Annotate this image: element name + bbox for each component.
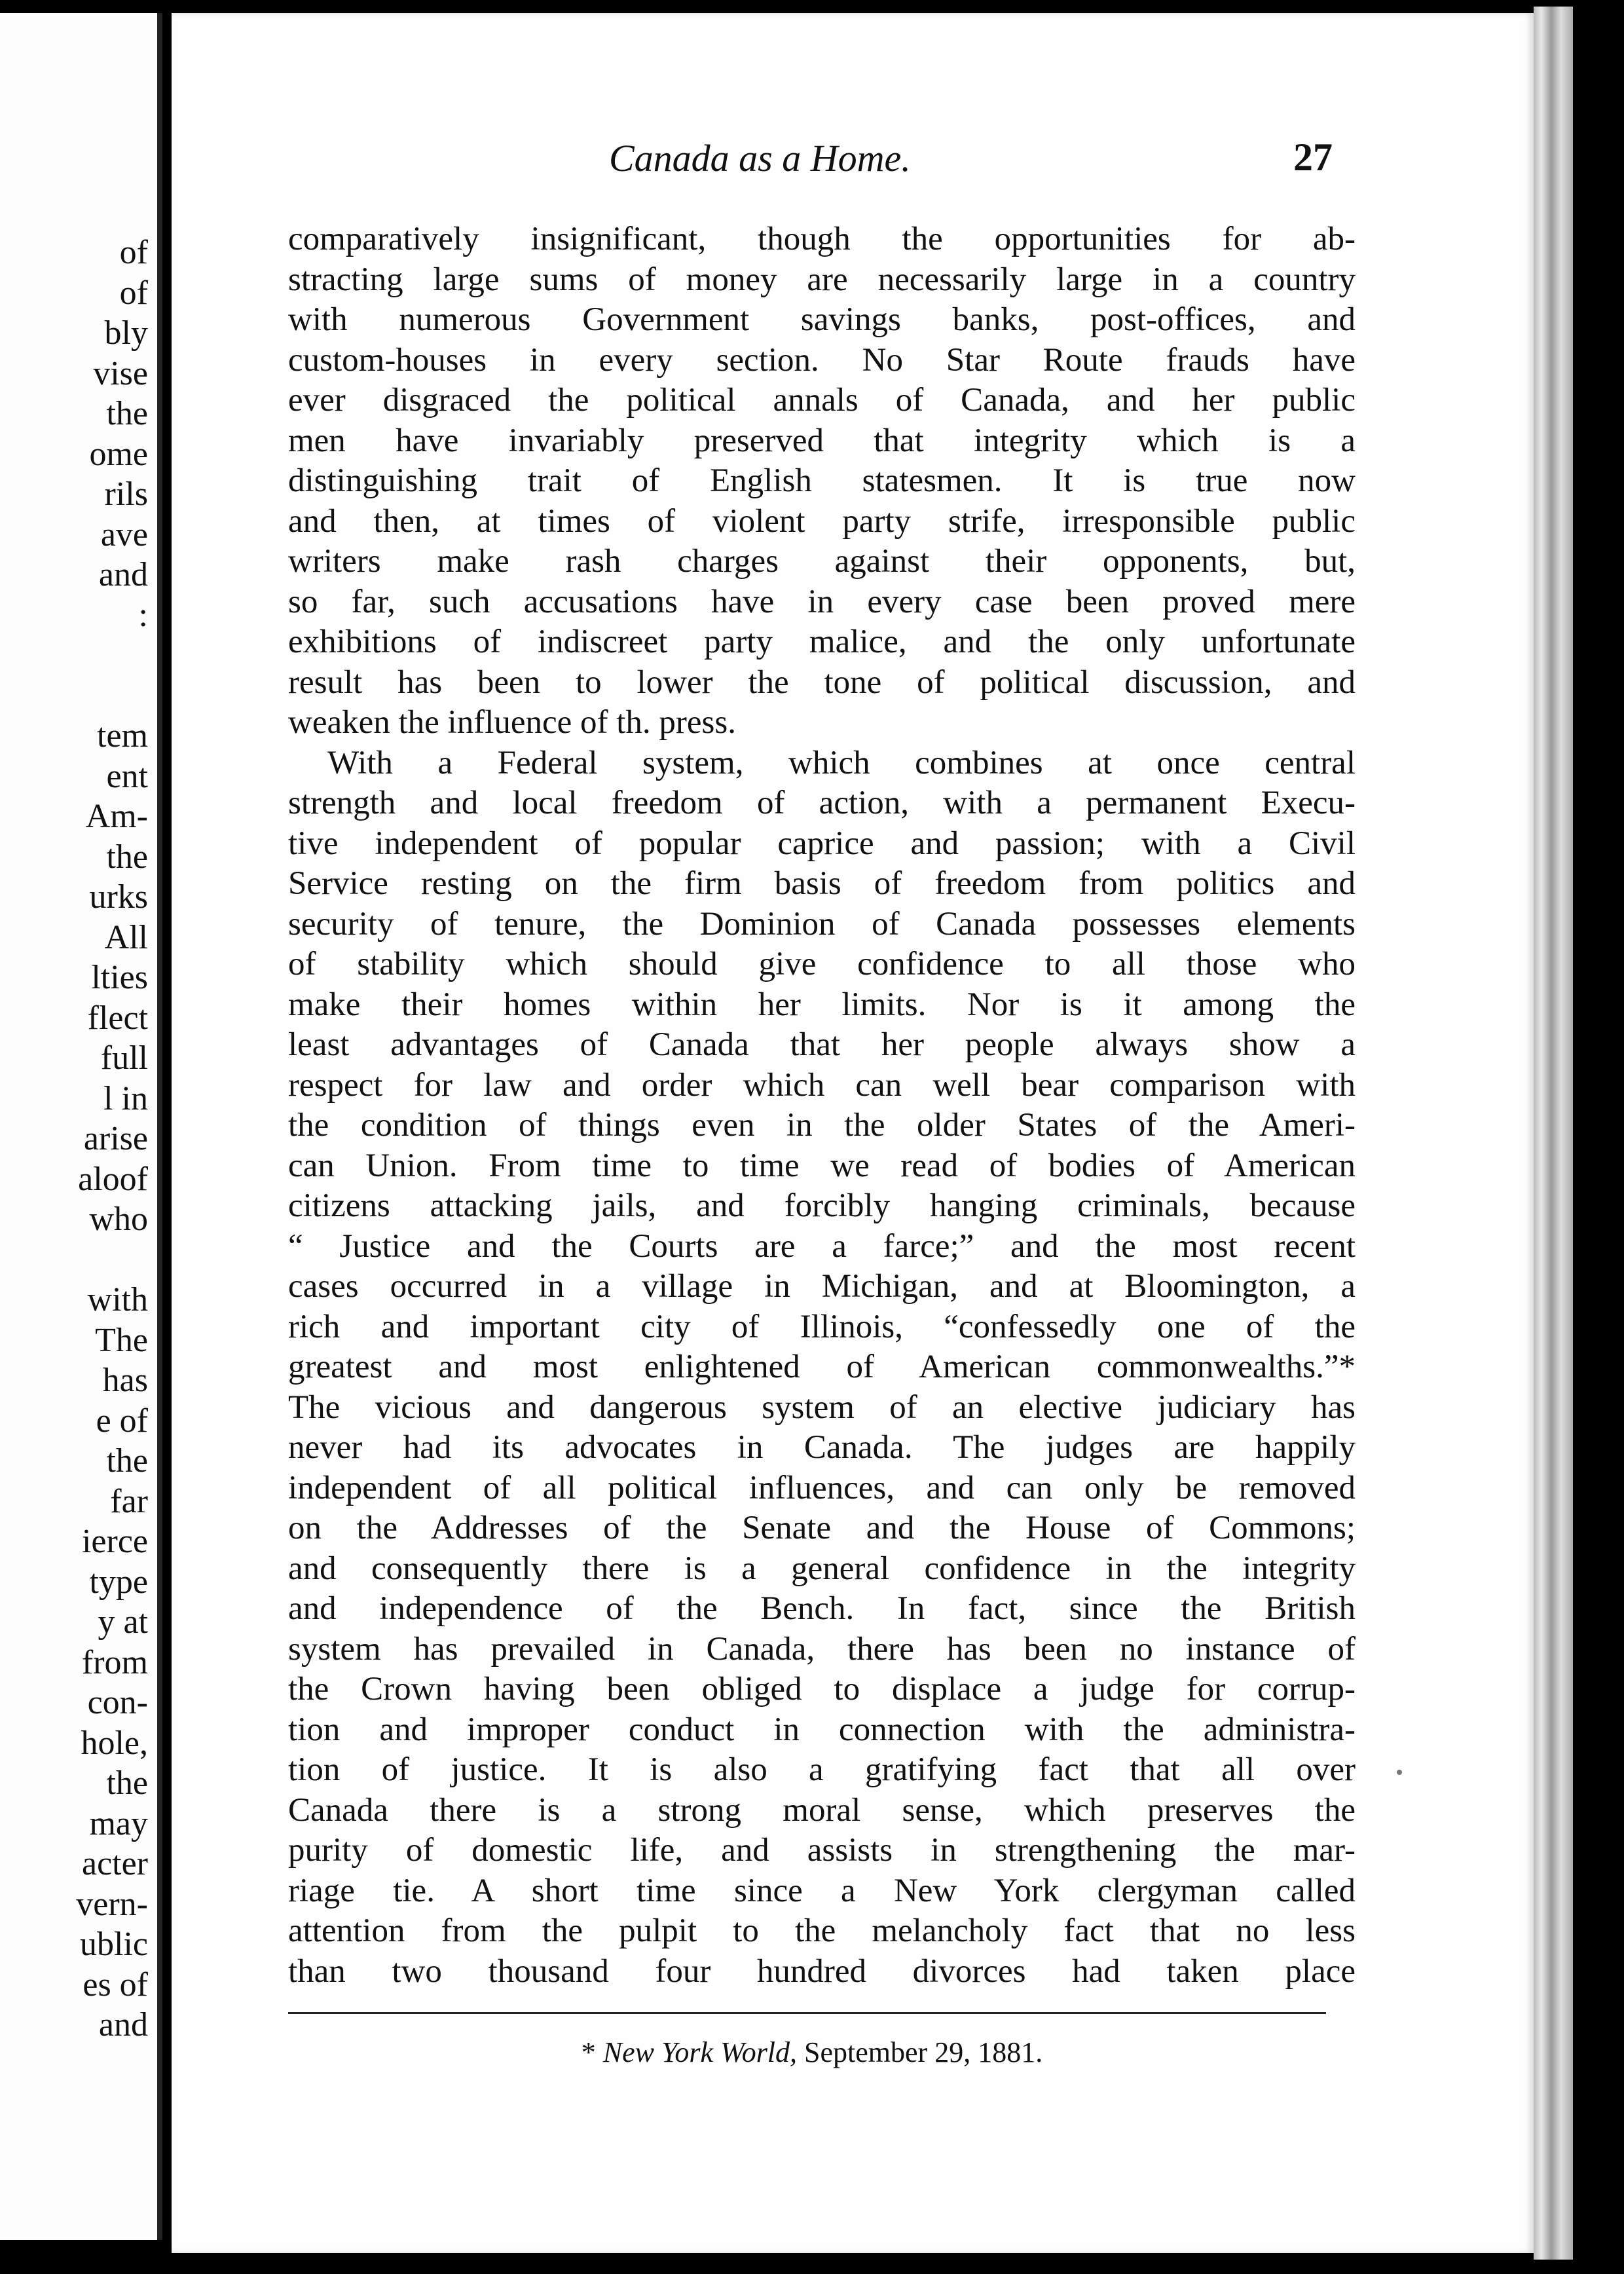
text-line: strength and local freedom of action, with a permanent Execu- bbox=[288, 785, 1356, 821]
left-page-line: vise bbox=[93, 354, 148, 392]
left-page-line: ublic bbox=[80, 1926, 148, 1963]
text-line: writers make rash charges against their opponents, but, bbox=[288, 543, 1356, 580]
text-line: respect for law and order which can well bear comparison with bbox=[288, 1066, 1356, 1104]
text-line: security of tenure, the Dominion of Canada possesses elements bbox=[288, 905, 1356, 942]
text-line: men have invariably preserved that integrity which is a bbox=[288, 422, 1356, 459]
left-page-line: vern- bbox=[76, 1885, 148, 1923]
text-line: make their homes within her limits. Nor is it among the bbox=[288, 986, 1356, 1023]
text-line: and independence of the Bench. In fact, since the British bbox=[288, 1590, 1356, 1627]
text-line: greatest and most enlightened of American commonwealths.”* bbox=[288, 1349, 1356, 1385]
left-page-line: acter bbox=[81, 1845, 148, 1882]
left-page-line: tem bbox=[97, 717, 148, 755]
left-page-line: of bbox=[119, 274, 148, 312]
text-line: Canada there is a strong moral sense, which preserves the bbox=[288, 1791, 1356, 1829]
text-line: tive independent of popular caprice and passion; with a Civil bbox=[288, 825, 1356, 862]
left-page-line: the bbox=[106, 395, 148, 432]
text-line: than two thousand four hundred divorces had taken place bbox=[288, 1952, 1356, 1990]
text-line: With a Federal system, which combines at once central bbox=[327, 744, 1356, 781]
left-page-line: ent bbox=[106, 757, 148, 795]
running-header-title: Canada as a Home. bbox=[609, 137, 911, 179]
footnote-source: New York World, bbox=[602, 2036, 798, 2068]
text-line: can Union. From time to time we read of bodies of American bbox=[288, 1147, 1356, 1184]
left-page-line: and bbox=[98, 556, 148, 593]
left-page-line: may bbox=[89, 1804, 148, 1842]
left-page-line: : bbox=[138, 596, 148, 634]
page-number: 27 bbox=[1293, 136, 1333, 179]
text-line: tion and improper conduct in connection with the administra- bbox=[288, 1711, 1356, 1748]
text-line: ever disgraced the political annals of Canada, and her public bbox=[288, 382, 1356, 419]
text-line: The vicious and dangerous system of an elective judiciary has bbox=[288, 1389, 1356, 1426]
left-page-line bbox=[4, 1240, 148, 1280]
text-line: tion of justice. It is also a gratifying fact that all over bbox=[288, 1751, 1356, 1788]
left-page-line: l in bbox=[103, 1079, 148, 1117]
left-page-line: from bbox=[81, 1643, 148, 1681]
left-page-line: and bbox=[98, 2006, 148, 2043]
left-page-line: hole, bbox=[81, 1724, 148, 1762]
left-page-line: The bbox=[95, 1321, 148, 1359]
text-line: least advantages of Canada that her people always show a bbox=[288, 1026, 1356, 1063]
text-line: comparatively insignificant, though the opportunities for ab- bbox=[288, 221, 1356, 257]
left-page-line: lties bbox=[91, 959, 148, 996]
left-page-line: rils bbox=[104, 475, 148, 513]
text-line: riage tie. A short time since a New York clergyman called bbox=[288, 1872, 1356, 1909]
left-page-line bbox=[4, 676, 148, 717]
speck bbox=[1397, 1770, 1402, 1775]
left-page-line: full bbox=[100, 1039, 148, 1077]
previous-page-text bbox=[4, 233, 148, 2045]
footnote-rule bbox=[288, 2012, 1326, 2014]
text-line: so far, such accusations have in every case been proved mere bbox=[288, 583, 1356, 620]
text-line: with numerous Government savings banks, post-offices, and bbox=[288, 301, 1356, 338]
left-page-line: flect bbox=[87, 999, 148, 1037]
text-line: weaken the influence of th. press. bbox=[288, 704, 736, 741]
left-page-line: urks bbox=[89, 878, 148, 916]
left-page-line: of bbox=[119, 234, 148, 271]
left-page-line: has bbox=[102, 1362, 148, 1399]
text-line: cases occurred in a village in Michigan, and at Bloomington, a bbox=[288, 1268, 1356, 1305]
left-page-line: con- bbox=[87, 1684, 148, 1721]
text-line: purity of domestic life, and assists in strengthening the mar- bbox=[288, 1832, 1356, 1869]
text-line: Service resting on the firm basis of freedom from politics and bbox=[288, 865, 1356, 902]
text-line: of stability which should give confidence to all those who bbox=[288, 946, 1356, 982]
body-text bbox=[288, 219, 1356, 1992]
text-line: never had its advocates in Canada. The judges are happily bbox=[288, 1429, 1356, 1466]
left-page-line: es of bbox=[83, 1966, 148, 2004]
left-page-line: bly bbox=[104, 314, 148, 352]
text-line: system has prevailed in Canada, there has been no instance of bbox=[288, 1630, 1356, 1668]
text-line: independent of all political influences, and can only be removed bbox=[288, 1469, 1356, 1506]
text-line: distinguishing trait of English statesmen. It is true now bbox=[288, 462, 1356, 499]
left-page-line: y at bbox=[98, 1603, 148, 1641]
text-line: stracting large sums of money are necessarily large in a country bbox=[288, 261, 1356, 298]
left-page-line: ierce bbox=[81, 1523, 148, 1560]
text-line: “ Justice and the Courts are a farce;” and the most recent bbox=[288, 1227, 1356, 1265]
text-line: attention from the pulpit to the melancholy fact that no less bbox=[288, 1912, 1356, 1949]
left-page-line: ave bbox=[100, 515, 148, 553]
left-page-line: e of bbox=[96, 1402, 148, 1440]
footnote-date: September 29, 1881. bbox=[804, 2036, 1043, 2068]
text-line: result has been to lower the tone of political discussion, and bbox=[288, 663, 1356, 701]
left-page-line: far bbox=[110, 1482, 148, 1520]
footnote-marker: * bbox=[581, 2036, 596, 2068]
text-line: custom-houses in every section. No Star Route frauds have bbox=[288, 341, 1356, 379]
text-line: the condition of things even in the older States of the Ameri- bbox=[288, 1107, 1356, 1144]
left-page-line bbox=[4, 635, 148, 676]
text-line: rich and important city of Illinois, “confessedly one of the bbox=[288, 1308, 1356, 1345]
left-page-line: aloof bbox=[78, 1160, 148, 1198]
footnote bbox=[0, 2036, 1624, 2069]
left-page-line: Am- bbox=[85, 798, 148, 835]
text-line: citizens attacking jails, and forcibly hanging criminals, because bbox=[288, 1187, 1356, 1224]
left-page-line: type bbox=[89, 1563, 148, 1601]
previous-page-edge bbox=[0, 13, 162, 2240]
left-page-line: All bbox=[104, 918, 148, 956]
text-line: and consequently there is a general confidence in the integrity bbox=[288, 1550, 1356, 1587]
left-page-line: arise bbox=[83, 1120, 148, 1157]
left-page-line: with bbox=[87, 1281, 148, 1318]
text-line: and then, at times of violent party strife, irresponsible public bbox=[288, 502, 1356, 540]
left-page-line: the bbox=[106, 838, 148, 876]
left-page-line: the bbox=[106, 1764, 148, 1802]
text-line: the Crown having been obliged to displace a judge for corrup- bbox=[288, 1671, 1356, 1707]
page-binding-edge bbox=[1534, 7, 1573, 2260]
left-page-line: who bbox=[89, 1201, 148, 1238]
left-page-line: the bbox=[106, 1442, 148, 1480]
text-line: exhibitions of indiscreet party malice, and the only unfortunate bbox=[288, 624, 1356, 660]
left-page-line: ome bbox=[89, 435, 148, 473]
text-line: on the Addresses of the Senate and the House of Commons; bbox=[288, 1510, 1356, 1546]
